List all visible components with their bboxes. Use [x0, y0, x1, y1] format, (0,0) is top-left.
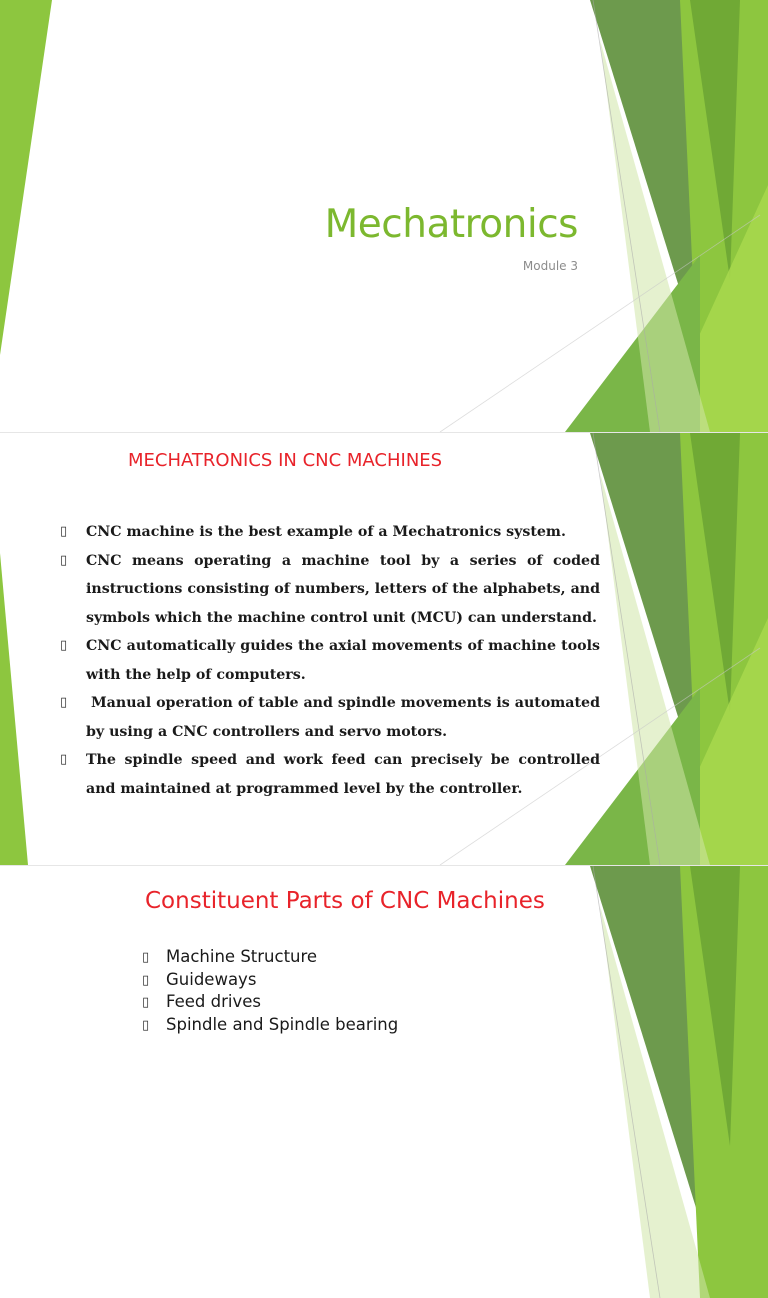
green-chevron-decoration — [0, 866, 768, 1298]
bullet-icon: ▯ — [60, 552, 68, 568]
bullet-icon: ▯ — [60, 695, 68, 710]
presentation-title: Mechatronics — [324, 202, 578, 247]
bullet-icon: ▯ — [60, 638, 68, 653]
bullet-list — [60, 518, 600, 803]
list-item: ▯ Feed drives — [142, 991, 398, 1014]
list-item: ▯ Guideways — [142, 969, 398, 992]
list-item: ▯ Machine Structure — [142, 946, 398, 969]
slide-cnc-parts — [0, 866, 768, 1034]
bullet-list — [142, 946, 398, 1036]
bullet-icon: ▯ — [60, 524, 68, 539]
slide-heading: MECHATRONICS IN CNC MACHINES — [128, 450, 443, 471]
bullet-icon: ▯ — [142, 1017, 150, 1033]
bullet-icon: ▯ — [142, 950, 150, 965]
list-item: ▯ Spindle and Spindle bearing — [142, 1014, 398, 1037]
slide-heading: Constituent Parts of CNC Machines — [145, 888, 545, 914]
list-item: ▯ Manual operation of table and spindle movements is automated by using a CNC controllers and servo motors. — [60, 689, 600, 746]
list-item: ▯ CNC machine is the best example of a Mechatronics system. — [60, 518, 600, 547]
bullet-icon: ▯ — [60, 752, 68, 767]
slide-title — [0, 0, 768, 432]
presentation-subtitle: Module 3 — [522, 259, 578, 273]
bullet-icon: ▯ — [142, 995, 150, 1010]
list-item: ▯ CNC automatically guides the axial movements of machine tools with the help of computers. — [60, 632, 600, 689]
slide-cnc-overview — [0, 433, 768, 865]
list-item: ▯ CNC means operating a machine tool by a series of coded instructions consisting of numbers, letters of the alphabets, and symbols which the machine control unit (MCU) can understand. — [60, 547, 600, 633]
list-item: ▯ The spindle speed and work feed can precisely be controlled and maintained at programmed level by the controller. — [60, 746, 600, 803]
bullet-icon: ▯ — [142, 972, 150, 988]
